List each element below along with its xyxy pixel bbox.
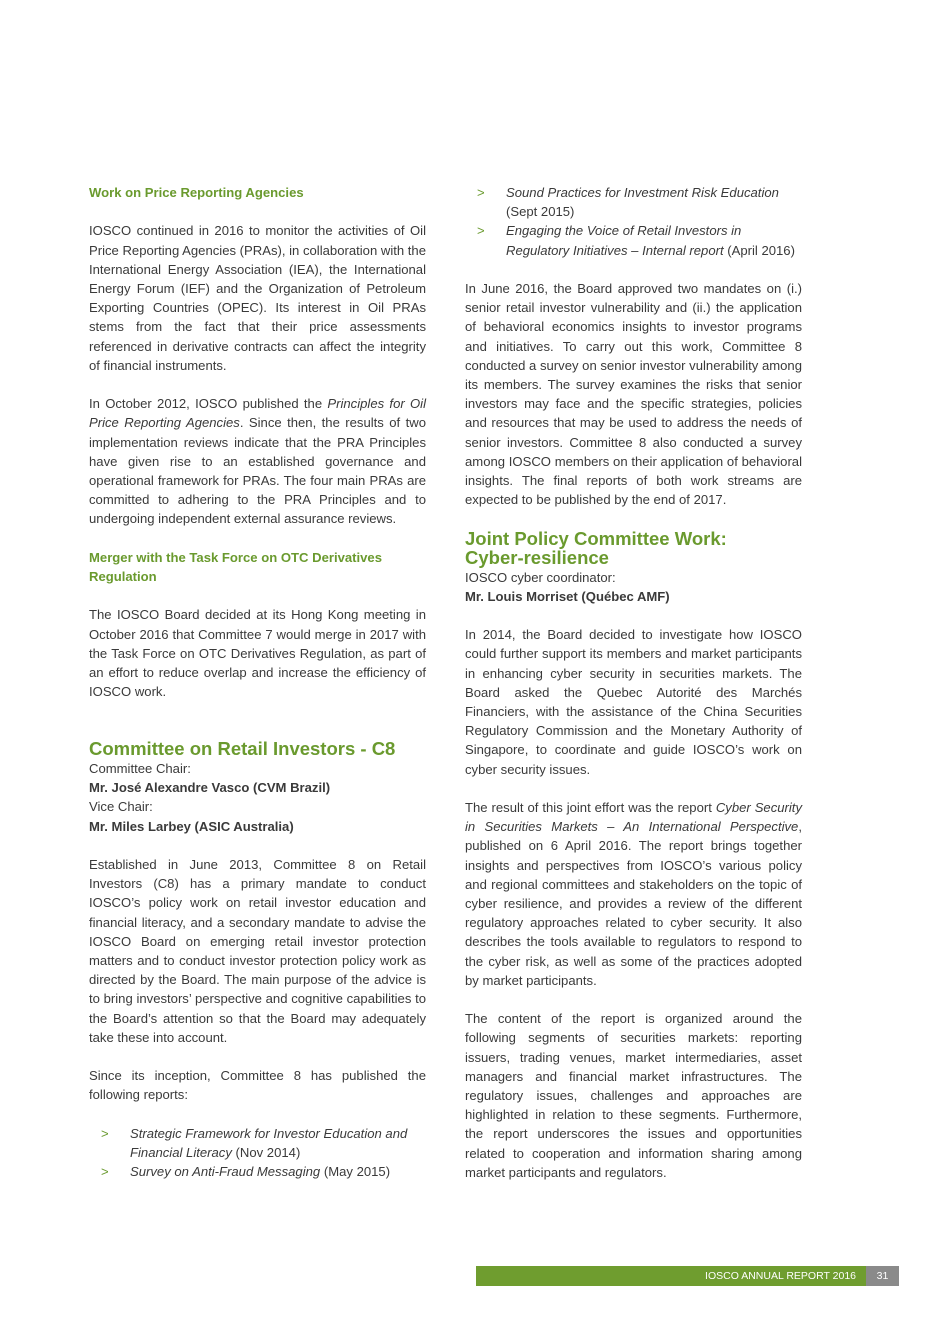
merger-paragraph: The IOSCO Board decided at its Hong Kong meeting in October 2016 that Committee 7 would merge in 2017 with the Task Force on OTC Derivatives Regulation, as part of an effort to reduce overlap and increase the efficiency of IOSCO work. [89, 607, 426, 700]
chair-name: Mr. José Alexandre Vasco (CVM Brazil) [89, 780, 331, 796]
merger-heading: Merger with the Task Force on OTC Derivatives Regulation [89, 549, 382, 585]
report-title: Survey on Anti-Fraud Messaging [130, 1164, 321, 1180]
mandates-paragraph: In June 2016, the Board approved two mandates on (i.) senior retail investor vulnerability and (ii.) the application of behavioral economics insights to investor programs and initiatives. To carry out this work, Committee 8 conducted a survey on senior investor vulnerability among its members. The survey examines the risks that senior investors may face and the specific strategies, policies and resources that may be used to address the needs of senior investors. Committee 8 also conducted a survey among IOSCO members on their application of behavioral insights. The final reports of both work streams are expected to be published by the end of 2017. [465, 281, 802, 508]
coordinator-role: IOSCO cyber coordinator: [465, 569, 616, 585]
cyber-section-heading [465, 529, 802, 568]
vice-chair-name: Mr. Miles Larbey (ASIC Australia) [89, 818, 294, 834]
list-item [465, 183, 802, 221]
c8-reports-list-left [89, 1124, 426, 1182]
chevron-right-icon: > [101, 1125, 109, 1141]
cyber-paragraph-1: In 2014, the Board decided to investigate how IOSCO could further support its members and market participants in enhancing cyber security in securities markets. The Board asked the Quebec Autorité des Marchés Financiers, with the assistance of the China Securities Regulatory Commission and the Monetary Authority of Singapore, to coordinate and guide IOSCO’s work on cyber security issues. [465, 627, 802, 777]
c8-paragraph-2: Since its inception, Committee 8 has published the following reports: [89, 1068, 426, 1103]
cyber-p2-text-a: The result of this joint effort was the report [465, 800, 716, 816]
pra-principles-title: Principles for Oil Price Reporting Agencies [89, 396, 426, 431]
chevron-right-icon: > [477, 185, 485, 200]
pra-p2-text-b: . Since then, the results of two implementation reviews indicate that the PRA Principles have given rise to an established governance and operational framework for PRAs. The four main PRAs are committed to adhering to the PRA Principles and to undergoing independent external assurance reviews. [89, 415, 426, 527]
chevron-right-icon: > [101, 1164, 109, 1180]
c8-paragraph-1: Established in June 2013, Committee 8 on Retail Investors (C8) has a primary mandate to conduct IOSCO’s policy work on retail investor education and financial literacy, and a secondary mandate to advise the IOSCO Board on emerging retail investor protection matters and to conduct investor protection policy work as directed by the Board. The main purpose of the advice is to bring investors’ perspective and cognitive capabilities to the Board’s attention so that the Board may adequately take these into account. [89, 856, 426, 1045]
pra-heading: Work on Price Reporting Agencies [89, 185, 304, 200]
c8-section-heading: Committee on Retail Investors - C8 [89, 738, 396, 760]
right-column [465, 183, 802, 1201]
footer-report-label: IOSCO ANNUAL REPORT 2016 [476, 1266, 866, 1286]
cyber-paragraph-2 [465, 798, 802, 990]
pra-paragraph-1: IOSCO continued in 2016 to monitor the activities of Oil Price Reporting Agencies (PRAs), in collaboration with the International Energy Association (IEA), the International Energy Forum (IEF) and the Organization of Petroleum Exporting Countries (OPEC). Its interest in Oil PRAs stems from the fact that their price assessments referenced in derivative contracts can affect the integrity of financial instruments. [89, 223, 426, 373]
report-title: Engaging the Voice of Retail Investors in Regulatory Initiatives – Internal report [506, 223, 742, 258]
cyber-heading-line-2: Cyber-resilience [465, 547, 609, 569]
page-number: 31 [866, 1266, 899, 1286]
coordinator-name: Mr. Louis Morriset (Québec AMF) [465, 588, 670, 604]
cyber-report-title: Cyber Security in Securities Markets – An International Perspective [465, 800, 802, 835]
list-item [465, 221, 802, 259]
cyber-paragraph-3: The content of the report is organized around the following segments of securities markets: reporting issuers, trading venues, market intermediaries, asset managers and financial market infrastructures. The regulatory issues, challenges and approaches are highlighted in relation to these segments. Furthermore, the report underscores the issues and opportunities related to cooperation and information sharing among market participants and regulators. [465, 1011, 802, 1180]
report-title: Strategic Framework for Investor Education and Financial Literacy [130, 1125, 408, 1160]
report-date: (May 2015) [320, 1164, 391, 1180]
report-date: (April 2016) [723, 242, 795, 258]
chevron-right-icon: > [477, 223, 485, 239]
report-date: (Sept 2015) [506, 204, 575, 220]
report-date: (Nov 2014) [231, 1144, 301, 1160]
pra-paragraph-2 [89, 394, 426, 528]
left-column [89, 183, 426, 1201]
pra-p2-text-a: In October 2012, IOSCO published the [89, 396, 328, 412]
report-title: Sound Practices for Investment Risk Education [506, 185, 779, 200]
c8-reports-list-right [465, 183, 802, 260]
chair-role: Committee Chair: [89, 760, 191, 776]
cyber-p2-text-b: , published on 6 April 2016. The report brings together insights and perspectives from IOSCO’s various policy and regional committees and stakeholders on the topic of cyber resilience, and provides a review of the different regulatory approaches related to cyber security. It also describes the tools available to regulators to respond to the cyber risk, as well as some of the practices adopted by market participants. [465, 819, 802, 988]
list-item [89, 1162, 426, 1181]
cyber-heading-line-1: Joint Policy Committee Work: [465, 527, 727, 549]
vice-chair-role: Vice Chair: [89, 799, 153, 815]
list-item [89, 1124, 426, 1162]
